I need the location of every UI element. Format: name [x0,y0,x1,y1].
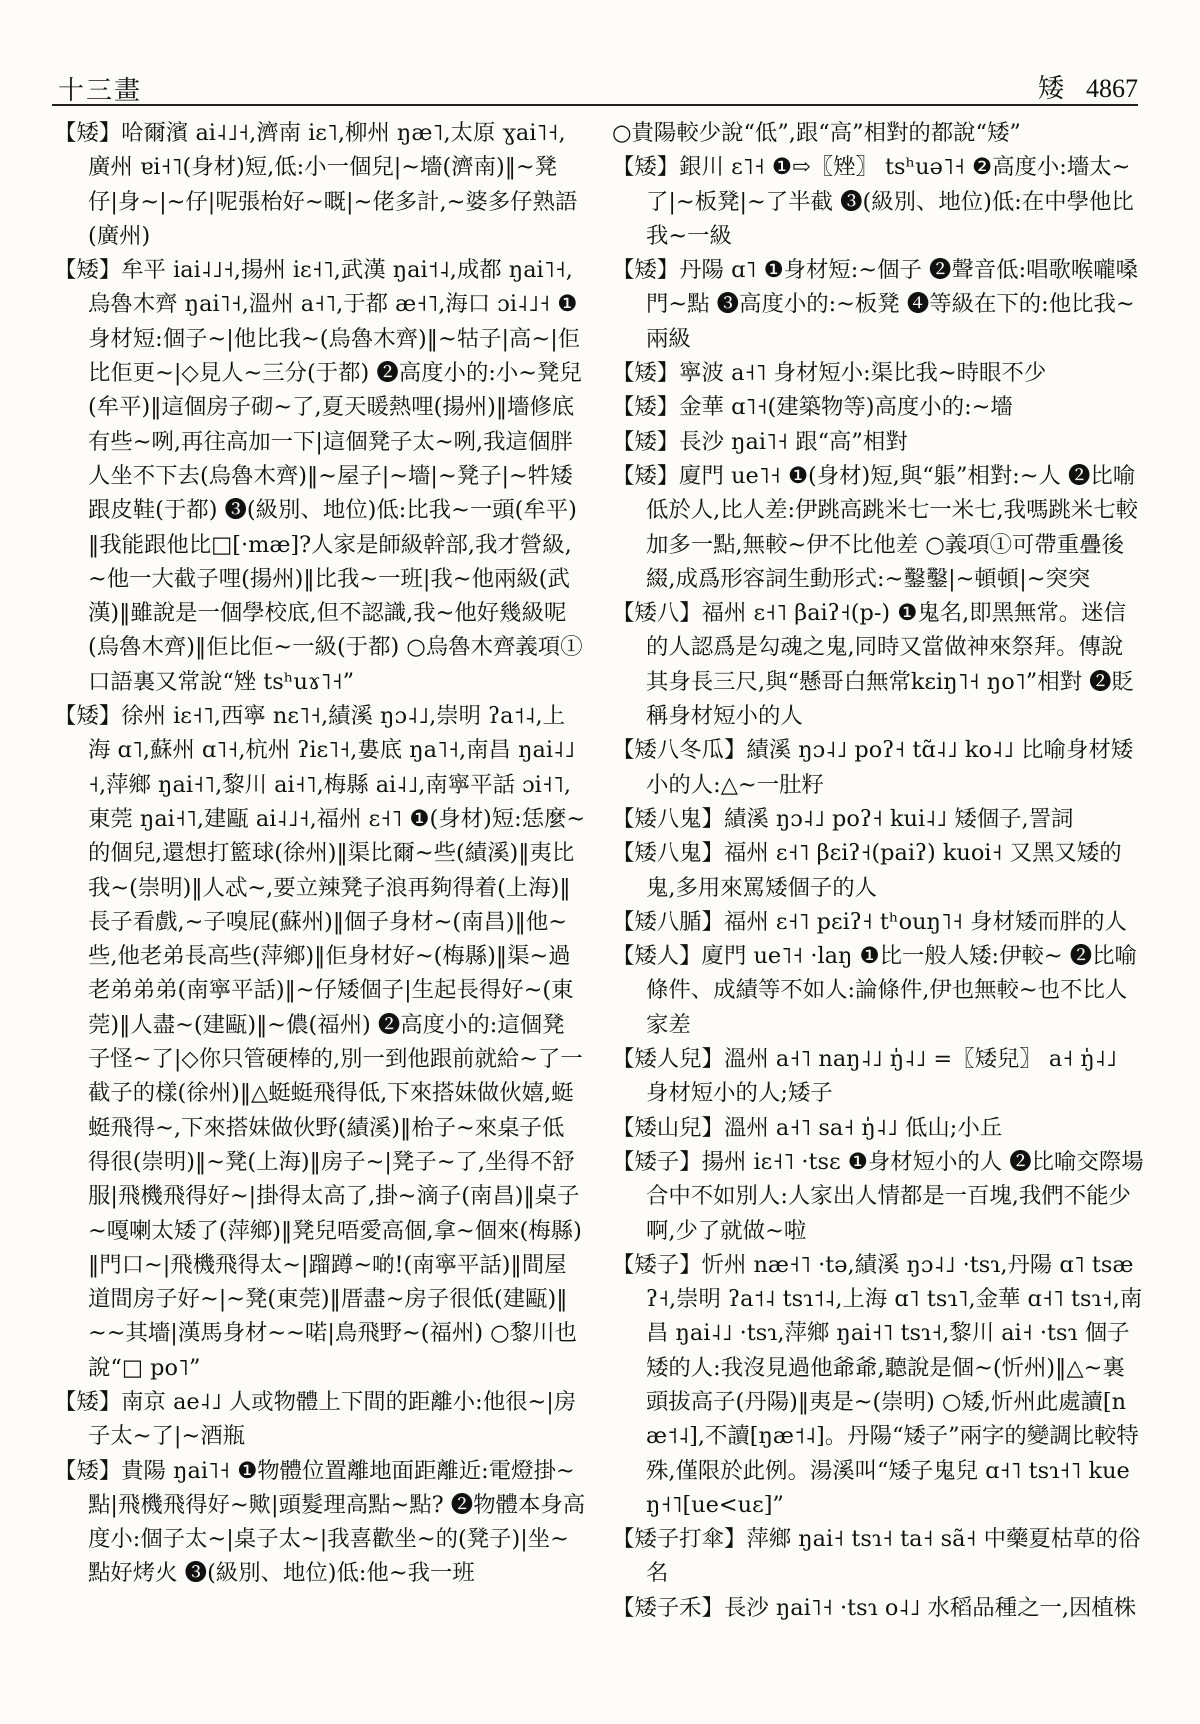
right-column [612,116,1144,1625]
dictionary-entry [612,1111,1144,1145]
entry-text: 貴陽 ŋai˥˧ ❶物體位置離地面距離近:電燈掛~點|飛機飛得好~歟|頭髮理高點~點? ❷物體本身高度小:個子太~|桌子太~|我喜歡坐~的(凳子)|坐~點好烤火 ❸(級別、地位)低:他~我一班 [88,1457,586,1587]
dictionary-entry [612,1145,1144,1248]
dictionary-entry [612,596,1144,733]
dictionary-entry [612,1522,1144,1591]
entry-text: 金華 ɑ˥˧(建築物等)高度小的:~墻 [679,394,1013,421]
head-character: 矮 [1037,74,1064,104]
entry-headword: 【矮八冬瓜】 [612,737,747,764]
entry-headword: 【矮】 [612,154,680,181]
page-header [52,58,1138,106]
entry-text: 牟平 iai˨˩˧,揚州 iɛ˧˥,武漢 ŋai˦˨,成都 ŋai˥˧,烏魯木齊 ŋai˥˧,溫州 a˧˥,于都 æ˧˥,海口 ɔi˨˩˧ ❶身材短:個子~|他比我~(烏魯木齊)‖~牯子|高~|佢比佢更~|◇見人~三分(于都) ❷高度小的:小~凳兒(牟平)‖這個房子砌~了,夏天暖熱哩(揚州)‖墻修底有些~咧,再往高加一下|這個凳子太~咧,我這個胖人坐不下去(烏魯木齊)‖~屋子|~墻|~凳子|~牪矮跟皮鞋(于都) ❸(級別、地位)低:比我~一頭(牟平)‖我能跟他比□[·mæ]?人家是師級幹部,我才營級,~他一大截子哩(揚州)‖比我~一班|我~他兩級(武漢)‖雖說是一個學校底,但不認識,我~他好幾級呢(烏魯木齊)‖佢比佢~一級(于都) ○烏魯木齊義項①口語裏又常說“矬 tsʰuɤ˥˧” [88,257,583,695]
entry-headword: 【矮】 [612,257,680,284]
entry-text: 徐州 iɛ˧˥,西寧 nɛ˥˧,績溪 ŋɔ˨˩,崇明 ʔa˦˨,上海 ɑ˥,蘇州 ɑ˥˧,杭州 ʔiɛ˥˧,婁底 ŋa˥˧,南昌 ŋai˨˩˧,萍鄉 ŋai˧˥,黎川 ai˧˥,梅縣 ai˨˩,南寧平話 ɔi˧˥,東莞 ŋai˧˥,建甌 ai˨˩˧,福州 ɛ˧˥ ❶(身材)短:恁麼~的個兒,還想打籃球(徐州)‖渠比爾~些(績溪)‖夷比我~(崇明)‖人忒~,要立辣凳子浪再夠得着(上海)‖長子看戲,~子嗅屁(蘇州)‖個子身材~(南昌)‖他~些,他老弟長高些(萍鄉)‖佢身材好~(梅縣)‖渠~過老弟弟弟(南寧平話)‖~仔矮個子|生起長得好~(東莞)‖人盡~(建甌)‖~儂(福州) ❷高度小的:這個凳子怪~了|◇你只管硬棒的,別一到他跟前就給~了一截子的樣(徐州)‖△蜓蜓飛得低,下來搭妹做伙嬉,蜓蜓飛得~,下來搭妹做伙野(績溪)‖枱子~來桌子低得很(崇明)‖~凳(上海)‖房子~|凳子~了,坐得不舒服|飛機飛得好~|掛得太高了,掛~滴子(南昌)‖桌子~嘎喇太矮了(萍鄉)‖凳兒唔愛高個,拿~個來(梅縣)‖門口~|飛機飛得太~|蹓蹲~啲!(南寧平話)‖間屋道間房子好~|~凳(東莞)‖厝盡~房子很低(建甌)‖~~其墻|漢馬身材~~喏|鳥飛野~(福州) ○黎川也說“□ po˥” [88,703,586,1381]
entry-text: 廈門 ue˥˧ ❶(身材)短,與“躼”相對:~人 ❷比喻低於人,比人差:伊跳高跳米七一米七,我嗎跳米七較加多一點,無較~伊不比他差 ○義項①可帶重疊後綴,成爲形容詞生動形式:~鑿鑿|~頓頓|~突突 [646,462,1138,592]
dictionary-entry [612,733,1144,802]
entry-headword: 【矮山兒】 [612,1114,724,1141]
dictionary-entry [612,1042,1144,1111]
dictionary-entry [612,150,1144,253]
entry-text: 丹陽 ɑ˥ ❶身材短:~個子 ❷聲音低:唱歌喉嚨嗓門~點 ❸高度小的:~板凳 ❹等級在下的:他比我~兩級 [646,257,1139,352]
entry-headword: 【矮】 [54,257,122,284]
entry-headword: 【矮】 [54,1457,122,1484]
left-column [54,116,586,1591]
entry-headword: 【矮子打傘】 [612,1526,747,1553]
entry-text: 寧波 a˧˥ 身材短小:渠比我~時眼不少 [679,360,1047,387]
entry-text: 忻州 næ˧˥ ·tə,績溪 ŋɔ˨˩ ·tsɿ,丹陽 ɑ˥ tsæʔ˧,崇明 ʔa˦˨ tsɿ˦˨,上海 ɑ˥ tsɿ˥,金華 ɑ˧˥ tsɿ˧,南昌 ŋai˨˩ ·tsɿ,萍鄉 ŋai˧˥ tsɿ˧,黎川 ai˧ ·tsɿ 個子矮的人:我沒見過他爺爺,聽說是個~(忻州)‖△~裏頭拔高子(丹陽)‖夷是~(崇明) ○矮,忻州此處讀[næ˦˨],不讀[ŋæ˦˨]。丹陽“矮子”兩字的變調比較特殊,僅限於此例。湯溪叫“矮子鬼兒 ɑ˧˥ tsɿ˧˥ kueŋ˧˥[ue<uɛ]” [646,1251,1143,1518]
entry-text: 福州 ɛ˧˥ pɛiʔ˧ tʰouŋ˥˧ 身材矮而胖的人 [723,908,1127,935]
entry-headword: 【矮】 [612,360,680,387]
dictionary-entry [54,253,586,699]
dictionary-entry [54,1454,586,1591]
entry-text: 哈爾濱 ai˨˩˧,濟南 iɛ˥,柳州 ŋæ˥,太原 ɣai˥˧,廣州 ɐi˧˥(身材)短,低:小一個兒|~墻(濟南)‖~凳仔|身~|~仔|呢張枱好~嘅|~佬多計,~婆多仔熟語(廣州) [88,120,578,249]
entry-headword: 【矮】 [54,120,122,146]
dictionary-entry [612,116,1144,150]
dictionary-entry [612,836,1144,905]
entry-headword: 【矮】 [54,703,122,730]
entry-headword: 【矮】 [54,1388,122,1415]
entry-text: ○貴陽較少說“低”,跟“高”相對的都說“矮” [612,120,1021,146]
entry-text: 溫州 a˧˥ sa˧ ŋ̍˨˩ 低山;小丘 [723,1114,1003,1141]
entry-headword: 【矮人兒】 [612,1046,724,1073]
entry-text: 溫州 a˧˥ naŋ˨˩ ŋ̍˨˩ =〖矮兒〗 a˧ ŋ̍˨˩ 身材短小的人;矮子 [646,1046,1117,1107]
dictionary-entry [612,939,1144,1042]
page-number: 4867 [1086,74,1138,103]
entry-text: 績溪 ŋɔ˨˩ poʔ˧ tɑ̃˨˩ ko˨˩ 比喻身材矮小的人:△~一肚籽 [646,737,1134,798]
entry-text: 銀川 ɛ˥˧ ❶⇨〖矬〗 tsʰuə˥˧ ❷高度小:墻太~了|~板凳|~了半截 ❸(級別、地位)低:在中學他比我~一級 [646,154,1134,249]
entry-headword: 【矮子】 [612,1148,702,1175]
running-head [1038,68,1138,105]
entry-headword: 【矮八】 [612,600,702,627]
dictionary-entry [612,802,1144,836]
dictionary-entry [612,390,1144,424]
entry-headword: 【矮八鬼】 [612,840,724,867]
entry-text: 揚州 iɛ˧˥ ·tsɛ ❶身材短小的人 ❷比喻交際場合中不如別人:人家出人情都是一百塊,我們不能少啊,少了就做~啦 [646,1148,1144,1244]
dictionary-entry [612,425,1144,459]
dictionary-entry [54,699,586,1385]
entry-headword: 【矮八腯】 [612,908,724,935]
entry-headword: 【矮子】 [612,1251,702,1278]
entry-headword: 【矮】 [612,428,680,455]
entry-text: 福州 ɛ˧˥ βɛiʔ˧(paiʔ) kuoi˧ 又黑又矮的鬼,多用來罵矮個子的人 [646,840,1122,901]
dictionary-entry [54,1385,586,1454]
entry-text: 福州 ɛ˧˥ βaiʔ˧(p-) ❶鬼名,即黑無常。迷信的人認爲是勾魂之鬼,同時又當做神來祭拜。傳說其身長三尺,與“懸哥白無常kɛiŋ˥˧ ŋo˥”相對 ❷貶稱身材短小的人 [646,600,1134,730]
dictionary-entry [54,116,586,253]
dictionary-entry [612,253,1144,356]
entry-text: 長沙 ŋai˥˧ ·tsɿ o˨˩ 水稻品種之一,因植株 [723,1594,1137,1621]
entry-text: 南京 ae˨˩ 人或物體上下間的距離小:他很~|房子太~了|~酒瓶 [88,1388,577,1450]
dictionary-entry [612,356,1144,390]
entry-text: 萍鄉 ŋai˧ tsɿ˧ ta˧ sã˧ 中藥夏枯草的俗名 [646,1526,1141,1587]
entry-headword: 【矮人】 [612,943,702,970]
section-title: 十三畫 [58,76,143,106]
entry-headword: 【矮】 [612,394,680,421]
entry-text: 長沙 ŋai˥˧ 跟“高”相對 [679,428,908,455]
dictionary-entry [612,459,1144,596]
dictionary-entry [612,1248,1144,1522]
dictionary-entry [612,1591,1144,1625]
entry-text: 廈門 ue˥˧ ·laŋ ❶比一般人矮:伊較~ ❷比喻條件、成績等不如人:論條件,伊也無較~也不比人家差 [646,943,1137,1038]
dictionary-entry [612,905,1144,939]
entry-text: 績溪 ŋɔ˨˩ poʔ˧ kui˨˩ 矮個子,詈詞 [723,805,1074,832]
entry-headword: 【矮子禾】 [612,1594,724,1621]
entry-headword: 【矮八鬼】 [612,805,724,832]
entry-headword: 【矮】 [612,462,680,489]
